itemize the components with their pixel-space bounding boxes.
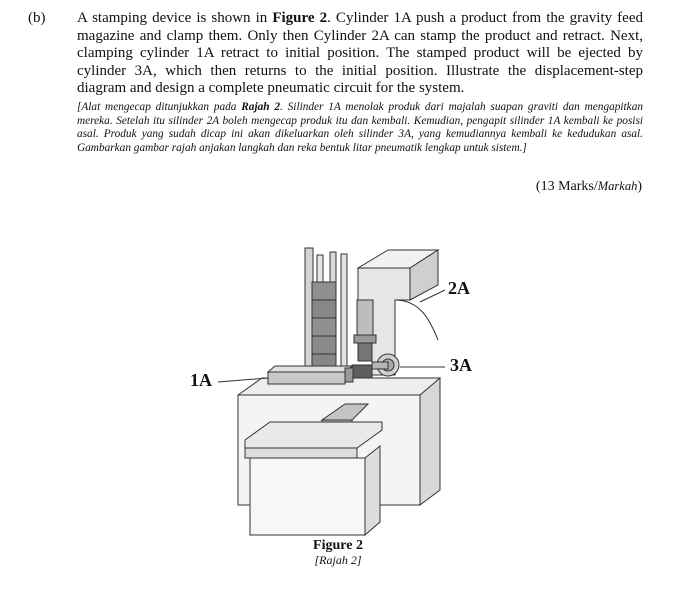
marks-text: (13 Marks/ xyxy=(535,179,598,194)
marks-allocation xyxy=(536,179,642,195)
question-text-part-2: . Cylinder 1A push a product from the gravity feed magazine and clamp them. Only then Cylinder 2A can stamp the product and retract. Next, clamping cylinder 1A retract to initial position. The stamped product will be ejected by cylinder 3A, which then returns to the initial position. Illustrate the displacement-step diagram and design a complete pneumatic circuit for the system. xyxy=(77,10,643,96)
collection-tray xyxy=(245,422,382,535)
question-text-part-1: A stamping device is shown in xyxy=(77,10,273,26)
translation-text xyxy=(77,101,643,155)
figure-caption-malay: [Rajah 2] xyxy=(314,553,362,567)
label-2a: 2A xyxy=(448,278,470,298)
magazine-stack xyxy=(312,282,336,372)
figure-reference: Figure 2 xyxy=(272,10,328,26)
cylinder-2a xyxy=(354,300,376,361)
clamped-product xyxy=(352,365,372,385)
label-3a: 3A xyxy=(450,355,472,375)
marks-malay: Markah xyxy=(597,179,638,193)
ejection-chute xyxy=(322,404,368,428)
question-label: (b) xyxy=(28,10,46,26)
translation-part-2: . Silinder 1A menolak produk dari majalah suapan graviti dan mengapitkan mereka. Setelah itu silinder 2A boleh mengecap produk itu dan kembali. Kemudian, pengapit silinder 1A kembali ke posisi asal. Produk yang sudah dicap ini akan dikeluarkan oleh silinder 3A, yang kemudiannya kembali ke kedudukan asal. Gambarkan gambar rajah anjakan langkah dan reka bentuk litar pneumatik lengkap untuk sistem.] xyxy=(77,101,643,154)
cylinder-3a xyxy=(372,354,399,376)
translation-figure-reference: Rajah 2 xyxy=(241,101,280,113)
figure-caption: Figure 2 xyxy=(313,538,363,553)
magazine-rails xyxy=(305,248,347,378)
question-text xyxy=(77,10,643,98)
leader-line-1a xyxy=(218,378,268,382)
label-1a: 1A xyxy=(190,370,212,390)
base-block xyxy=(238,378,440,505)
leader-line-2a xyxy=(420,290,445,302)
press-frame xyxy=(358,250,438,375)
translation-part-1: [Alat mengecap ditunjukkan pada xyxy=(77,101,242,113)
marks-close: ) xyxy=(637,179,642,194)
cylinder-1a xyxy=(268,366,353,384)
